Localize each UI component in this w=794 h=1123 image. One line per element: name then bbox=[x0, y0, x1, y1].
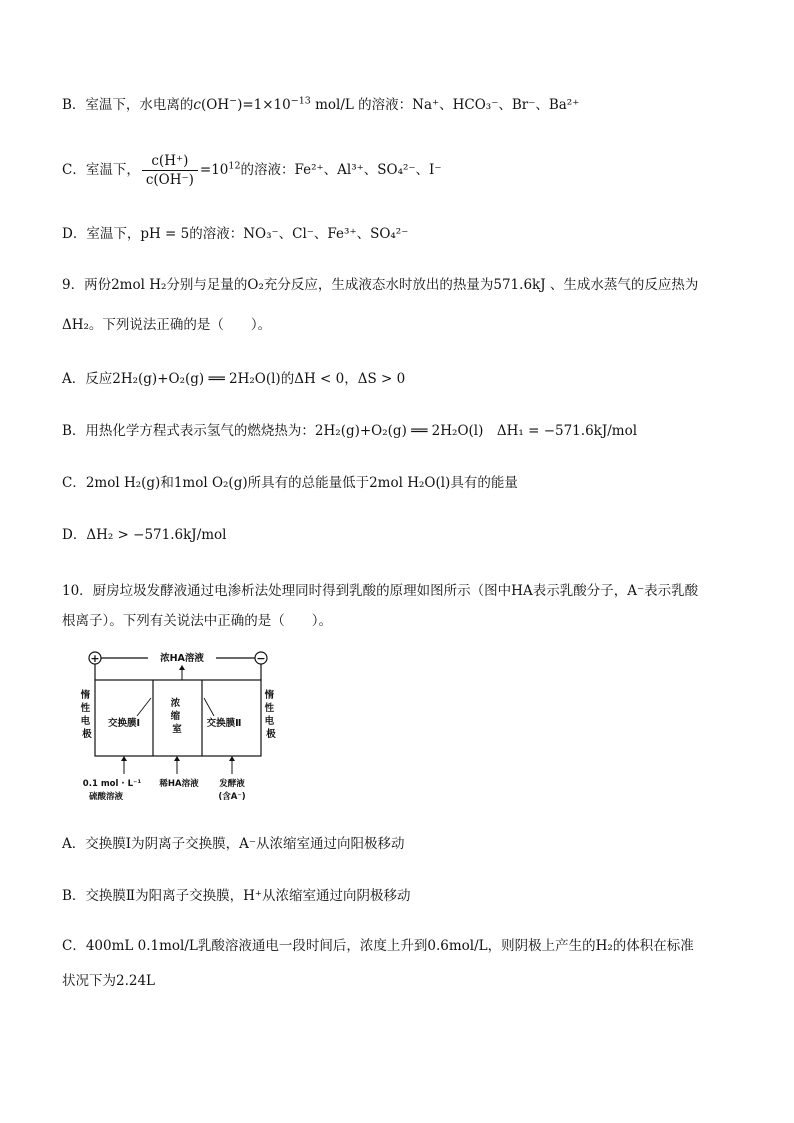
option-10b: B．交换膜Ⅱ为阳离子交换膜，H⁺从浓缩室通过向阴极移动 bbox=[62, 888, 411, 904]
right-electrode-label: 惰 性 电 极 bbox=[264, 690, 276, 740]
bottom-left-concentration: 0.1 mol · L⁻¹ bbox=[82, 779, 142, 789]
option-8d: D．室温下，pH = 5的溶液：NO₃⁻、Cl⁻、Fe³⁺、SO₄²⁻ bbox=[62, 226, 409, 242]
question-10-stem-line1: 10．厨房垃圾发酵液通过电渗析法处理同时得到乳酸的原理如图所示（图中HA表示乳酸分子，A⁻表示乳酸 bbox=[62, 583, 699, 599]
question-10-stem-line2: 根离子）。下列有关说法中正确的是（ ）。 bbox=[62, 613, 332, 629]
option-9a: A．反应2H₂(g)+O₂(g) ══ 2H₂O(l)的ΔH < 0，ΔS > 0 bbox=[62, 371, 406, 387]
option-8b: B．室温下，水电离的$c(OH^-)=1\times 10^{-13}$ mol/L 的溶液：Na⁺、HCO₃⁻、Br⁻、Ba²⁺ bbox=[62, 95, 580, 113]
option-8c-prefix: C．室温下， bbox=[62, 162, 140, 178]
membrane-1-label: 交换膜Ⅰ bbox=[107, 718, 141, 729]
option-8c bbox=[62, 150, 441, 190]
bottom-mid-solution: 稀HA溶液 bbox=[159, 779, 199, 789]
fraction-denominator: c(OH⁻) bbox=[145, 172, 194, 188]
electrodialysis-diagram bbox=[82, 648, 282, 810]
question-9-stem-line1: 9．两份2mol H₂分别与足量的O₂充分反应，生成液态水时放出的热量为571.6kJ 、生成水蒸气的反应热为 bbox=[62, 277, 699, 293]
option-8c-value: =10 bbox=[199, 162, 229, 178]
option-8c-exponent: 12 bbox=[228, 160, 241, 172]
concentration-room-label: 浓 缩 室 bbox=[170, 698, 182, 735]
plus-sign: + bbox=[90, 652, 100, 665]
left-electrode-label: 惰 性 电 极 bbox=[80, 690, 92, 740]
option-10a: A．交换膜Ⅰ为阴离子交换膜，A⁻从浓缩室通过向阳极移动 bbox=[62, 836, 405, 852]
option-8b-value: =1×10 bbox=[242, 97, 291, 113]
option-8b-prefix: B．室温下，水电离的 bbox=[62, 97, 194, 113]
fraction-numerator: c(H⁺) bbox=[142, 152, 198, 171]
question-9-stem-line2: ΔH₂。下列说法正确的是（ ）。 bbox=[62, 317, 272, 333]
option-9c: C．2mol H₂(g)和1mol O₂(g)所具有的总能量低于2mol H₂O(l)具有的能量 bbox=[62, 475, 518, 491]
membrane-2-label: 交换膜Ⅱ bbox=[206, 718, 242, 729]
bottom-left-solution: 硫酸溶液 bbox=[88, 792, 124, 802]
option-10c-line1: C．400mL 0.1mol/L乳酸溶液通电一段时间后，浓度上升到0.6mol/L，则阴极上产生的H₂的体积在标准 bbox=[62, 938, 694, 954]
bottom-right-note: (含A⁻) bbox=[218, 792, 246, 802]
bottom-right-solution: 发酵液 bbox=[219, 779, 245, 789]
ratio-fraction bbox=[142, 152, 198, 189]
top-label: 浓HA溶液 bbox=[160, 653, 204, 664]
minus-sign: − bbox=[256, 652, 266, 665]
option-8c-ions: 的溶液：Fe²⁺、Al³⁺、SO₄²⁻、I⁻ bbox=[240, 162, 442, 178]
option-8b-exponent: −13 bbox=[290, 95, 311, 107]
option-10c-line2: 状况下为2.24L bbox=[62, 973, 156, 989]
option-8b-ions: mol/L 的溶液：Na⁺、HCO₃⁻、Br⁻、Ba²⁺ bbox=[315, 97, 580, 113]
option-9d: D．ΔH₂ > −571.6kJ/mol bbox=[62, 527, 227, 543]
option-9b: B．用热化学方程式表示氢气的燃烧热为：2H₂(g)+O₂(g) ══ 2H₂O(l) ΔH₁ = −571.6kJ/mol bbox=[62, 423, 638, 439]
